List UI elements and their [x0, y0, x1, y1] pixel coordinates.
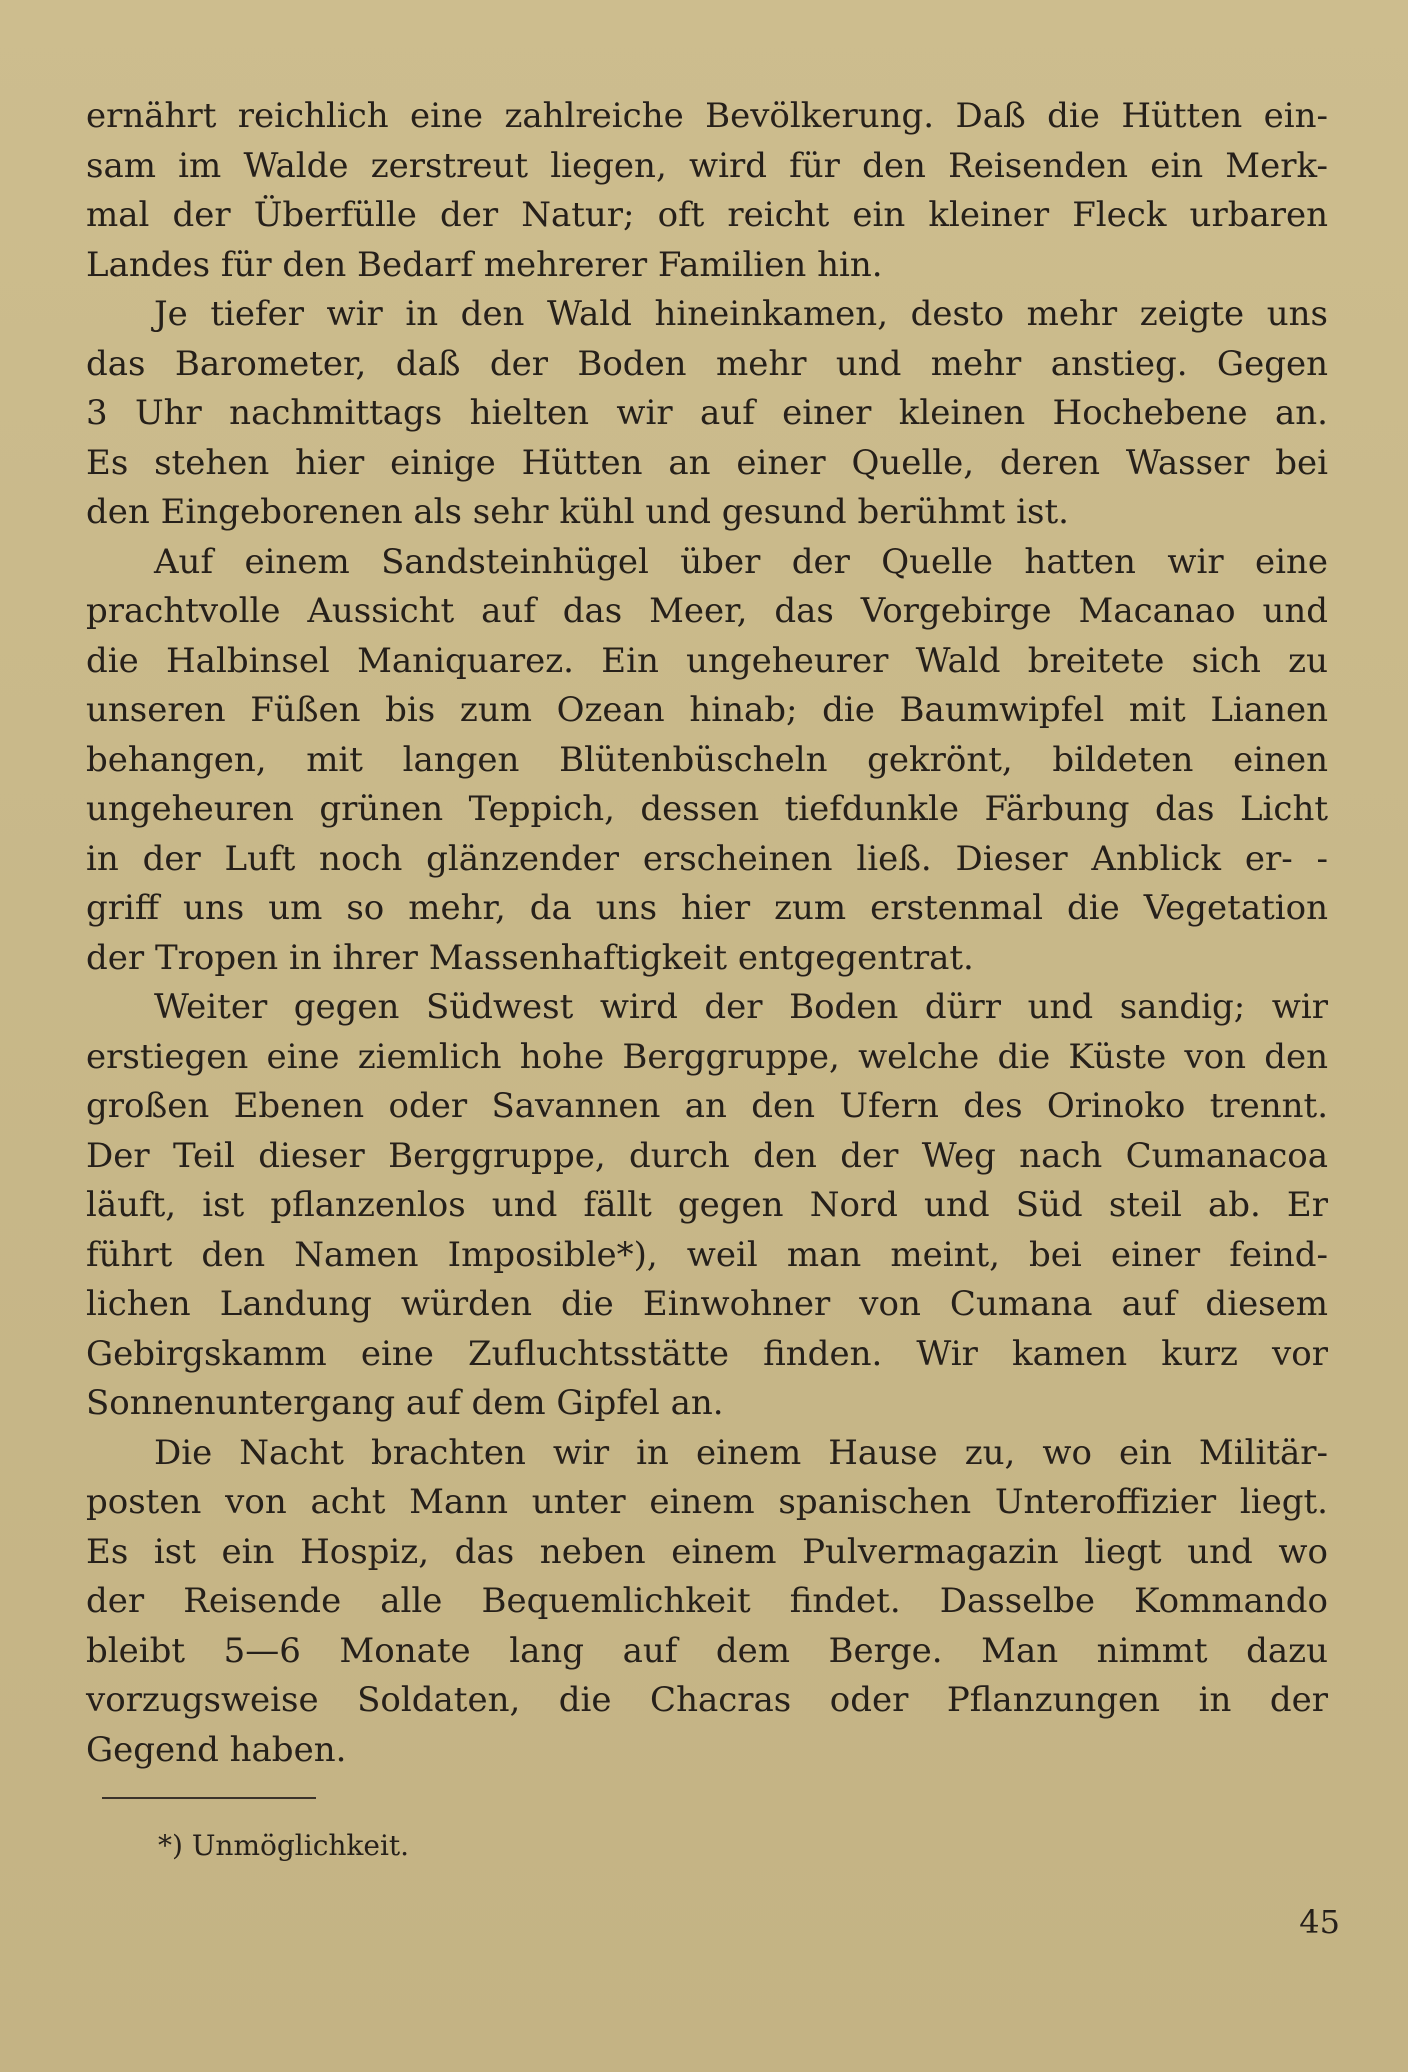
text-line: posten von acht Mann unter einem spanischen Unteroffizier liegt. — [86, 1482, 1328, 1522]
text-line: den Eingeborenen als sehr kühl und gesund berühmt ist. — [86, 492, 1069, 532]
text-line: läuft, ist pflanzenlos und fällt gegen Nord und Süd steil ab. Er — [86, 1185, 1328, 1225]
text-line: mal der Überfülle der Natur; oft reicht ein kleiner Fleck urbaren — [86, 195, 1328, 235]
text-line: in der Luft noch glänzender erscheinen ließ. Dieser Anblick er- - — [86, 838, 1328, 879]
text-line: behangen, mit langen Blütenbüscheln gekrönt, bildeten einen — [86, 739, 1328, 780]
text-line: Landes für den Bedarf mehrerer Familien hin. — [86, 244, 883, 285]
text-line: Auf einem Sandsteinhügel über der Quelle hatten wir eine — [154, 541, 1328, 582]
text-line: das Barometer, daß der Boden mehr und mehr anstieg. Gegen — [86, 343, 1328, 384]
text-line: Es stehen hier einige Hütten an einer Quelle, deren Wasser bei — [86, 442, 1328, 483]
text-line: Der Teil dieser Berggruppe, durch den der Weg nach Cumanacoa — [86, 1135, 1328, 1176]
text-line: 3 Uhr nachmittags hielten wir auf einer kleinen Hochebene an. — [86, 393, 1328, 433]
text-line: Gegend haben. — [86, 1729, 347, 1770]
text-line: der Tropen in ihrer Massenhaftigkeit entgegentrat. — [86, 937, 974, 978]
text-line: bleibt 5—6 Monate lang auf dem Berge. Man nimmt dazu — [86, 1630, 1328, 1671]
text-line: führt den Namen Imposible*), weil man meint, bei einer feind- — [86, 1234, 1328, 1275]
text-line: Die Nacht brachten wir in einem Hause zu, wo ein Militär- — [154, 1432, 1328, 1473]
text-line: ungeheuren grünen Teppich, dessen tiefdunkle Färbung das Licht — [86, 789, 1328, 829]
text-line: Sonnenuntergang auf dem Gipfel an. — [86, 1383, 724, 1423]
text-line: vorzugsweise Soldaten, die Chacras oder Pflanzungen in der — [86, 1680, 1328, 1720]
text-line: lichen Landung würden die Einwohner von Cumana auf diesem — [86, 1284, 1328, 1324]
text-line: großen Ebenen oder Savannen an den Ufern des Orinoko trennt. — [86, 1086, 1328, 1126]
text-line: Je tiefer wir in den Wald hineinkamen, desto mehr zeigte uns — [154, 294, 1328, 334]
footnote-divider — [102, 1797, 316, 1799]
text-line: ernährt reichlich eine zahlreiche Bevölkerung. Daß die Hütten ein- — [86, 96, 1328, 136]
body-text — [86, 92, 1328, 1775]
text-line: Weiter gegen Südwest wird der Boden dürr und sandig; wir — [154, 987, 1328, 1027]
text-line: sam im Walde zerstreut liegen, wird für den Reisenden ein Merk- — [86, 145, 1328, 186]
text-line: die Halbinsel Maniquarez. Ein ungeheurer Wald breitete sich zu — [86, 640, 1328, 681]
text-line: unseren Füßen bis zum Ozean hinab; die Baumwipfel mit Lianen — [86, 690, 1328, 730]
text-line: griff uns um so mehr, da uns hier zum erstenmal die Vegetation — [86, 888, 1328, 928]
text-line: erstiegen eine ziemlich hohe Berggruppe, welche die Küste von den — [86, 1036, 1328, 1077]
text-line: der Reisende alle Bequemlichkeit findet. Dasselbe Kommando — [86, 1581, 1328, 1621]
page-number: 45 — [1299, 1903, 1340, 1941]
text-line: prachtvolle Aussicht auf das Meer, das Vorgebirge Macanao und — [86, 591, 1328, 631]
text-line: Gebirgskamm eine Zufluchtsstätte finden. Wir kamen kurz vor — [86, 1333, 1328, 1374]
footnote: *) Unmöglichkeit. — [158, 1829, 410, 1862]
text-line: Es ist ein Hospiz, das neben einem Pulvermagazin liegt und wo — [86, 1531, 1328, 1572]
